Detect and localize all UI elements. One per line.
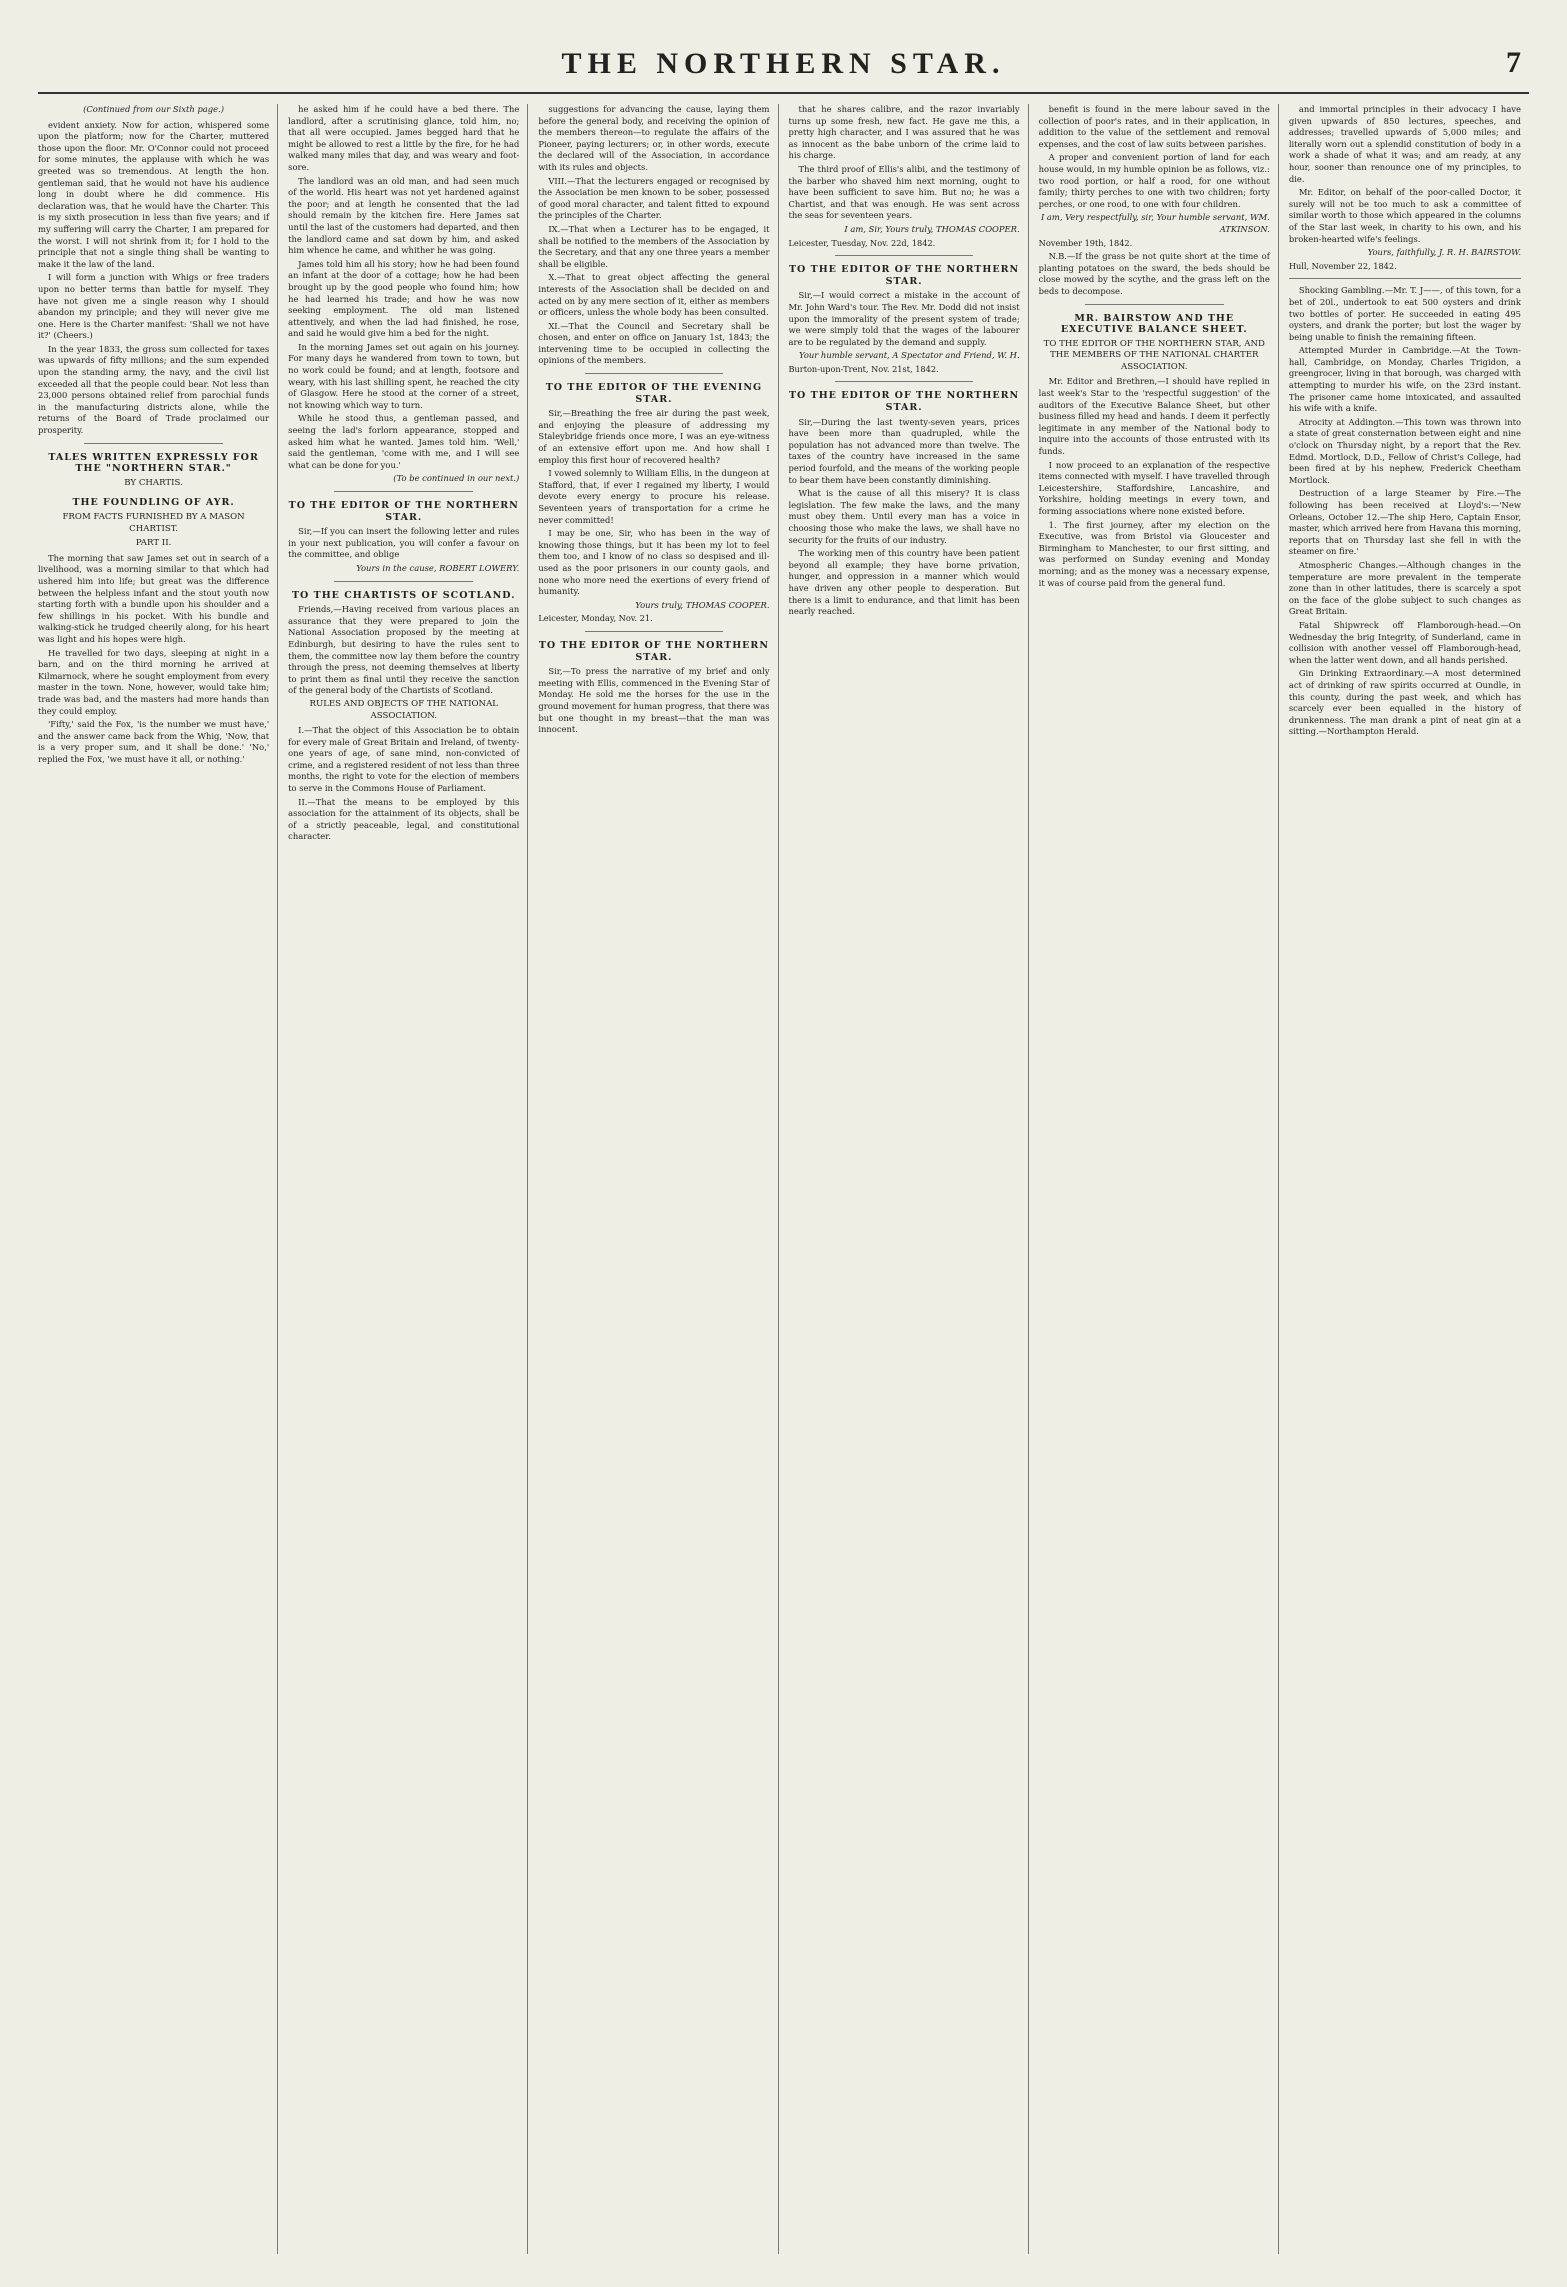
column-5 <box>1039 104 1279 2254</box>
paragraph: A proper and convenient portion of land for each house would, in my humble opinion be as follows, viz.: two rood portion, or half a rood, for one without family; thirty perches to one with two children; forty perches, or one rood, to one with four children. <box>1038 152 1270 209</box>
paragraph: suggestions for advancing the cause, laying them before the general body, and receiving the opinion of the members thereon—to regulate the affairs of the Pioneer, paying lecturers; or, in other words, execute the declared will of the Association, in accordance with its rules and objects. <box>538 104 770 172</box>
paragraph: VIII.—That the lecturers engaged or recognised by the Association be men known to be sober, possessed of good moral character, and talent fitted to expound the principles of the Charter. <box>538 175 770 221</box>
news-item: Fatal Shipwreck off Flamborough-head.—On Wednesday the brig Integrity, of Sunderland, came in collision with another vessel off Flamborough-head, when the latter went down, and all hands perished. <box>1288 619 1521 665</box>
section-heading: TO THE EDITOR OF THE NORTHERN STAR. <box>788 264 1020 287</box>
paragraph: The morning that saw James set out in search of a livelihood, was a morning similar to that which had ushered him into life; but great was the difference between the helpless infant and the stout youth now starting forth with a bundle upon his shoulder and a few shillings in his pocket. With his bundle and walking-stick he trudged cheerily along, for his heart was light and his hopes were high. <box>38 552 270 644</box>
divider <box>1085 304 1224 305</box>
news-item: Attempted Murder in Cambridge.—At the Town-hall, Cambridge, on Monday, Charles Trigidon, a greengrocer, living in that borough, was charged with attempting to murder his wife, on the 23rd instant. The prisoner came home intoxicated, and assaulted his wife with a knife. <box>1288 345 1521 414</box>
paragraph: 1. The first journey, after my election on the Executive, was from Bristol via Gloucester and Birmingham to Manchester, to our first sitting, and was performed on Sunday evening and Monday morning; and as the money was a necessary expense, it was of course paid from the general fund. <box>1038 519 1270 588</box>
paragraph: and immortal principles in their advocacy I have given upwards of 850 lectures, speeches, and addresses; travelled upwards of 5,000 miles; and literally worn out a splendid constitution of body in a work a shade of what it was; and am ready, at any hour, sooner than renounce one of my principles, to die. <box>1288 104 1521 184</box>
signature: Yours, faithfully, J. R. H. BAIRSTOW. <box>1367 247 1521 258</box>
byline: BY CHARTIS. <box>124 477 183 488</box>
paragraph: Sir,—Breathing the free air during the past week, and enjoying the pleasure of addressing my Staleybridge friends once more, I was an eye-witness of an extensive effort upon me. And how shall I employ this first hour of recovered health? <box>538 408 770 465</box>
paragraph: Sir,—I would correct a mistake in the account of Mr. John Ward's tour. The Rev. Mr. Dodd did not insist upon the immorality of the present system of trade; we were simply told that the wages of the labourer are to be regulated by the demand and supply. <box>788 290 1020 347</box>
divider <box>84 443 223 444</box>
paragraph: he asked him if he could have a bed there. The landlord, after a scrutinising glance, told him, no; that all were occupied. James begged hard that he might be allowed to rest a little by the fire, for he had walked many miles that day, and was weary and foot-sore. <box>288 104 520 172</box>
paragraph: evident anxiety. Now for action, whispered some upon the platform; now for the Charter, muttered those upon the floor. Mr. O'Connor could not proceed for some minutes, the applause with which he was greeted was so tremendous. At length the hon. gentleman said, that he would not have his audience long in doubt where he did commence. His declaration was, that he would have the Charter. This is my sixth prosecution in less than five years; and if my suffering will carry the Charter, I am prepared for the worst. I will not shrink from it; for I hold to the principle that not a single thing shall be wanting to make it the law of the land. <box>38 119 270 269</box>
dateline: Leicester, Monday, Nov. 21. <box>538 613 653 624</box>
paragraph: I.—That the object of this Association be to obtain for every male of Great Britain and Ireland, of twenty-one years of age, of sane mind, non-convicted of crime, and a registered resident of not less than three months, the right to vote for the election of members to serve in the Commons House of Parliament. <box>288 725 520 794</box>
dateline: Leicester, Tuesday, Nov. 22d, 1842. <box>788 237 936 248</box>
paragraph: I vowed solemnly to William Ellis, in the dungeon at Stafford, that, if ever I regained my liberty, I would devote every energy to procure his release. Seventeen years of transportation for a crime he never committed! <box>538 468 770 525</box>
dateline: Hull, November 22, 1842. <box>1288 260 1397 271</box>
rules-heading: RULES AND OBJECTS OF THE NATIONAL ASSOCIATION. <box>309 698 498 721</box>
newspaper-title: THE NORTHERN STAR. <box>561 47 1006 80</box>
news-item: Gin Drinking Extraordinary.—A most determined act of drinking of raw spirits occurred at Oundle, in this county, during the past week, and which has scarcely ever been equalled in the history of drunkenness. The man drank a pint of neat gin at a sitting.—Northampton Herald. <box>1288 668 1521 737</box>
section-heading: TALES WRITTEN EXPRESSLY FOR THE "NORTHERN STAR." <box>48 451 259 475</box>
paragraph: I may be one, Sir, who has been in the way of knowing those things, but it has been my lot to feel them too, and I know of no class so despised and ill-used as the poor prisoners in our county gaols, and none who more need the exertions of every friend of humanity. <box>538 528 770 597</box>
signature: I am, Very respectfully, sir, Your humble servant, WM. ATKINSON. <box>1040 212 1270 234</box>
signature: Yours truly, THOMAS COOPER. <box>635 599 770 610</box>
story-part: PART II. <box>135 538 172 549</box>
masthead <box>38 36 1529 94</box>
column-1 <box>38 104 278 2254</box>
paragraph: X.—That to great object affecting the general interests of the Association shall be decided on and acted on by any mere section of it, either as members or officers, unless the whole body has been consulted. <box>538 272 770 318</box>
column-6 <box>1289 104 1529 2254</box>
paragraph: Sir,—During the last twenty-seven years, prices have been more than quadrupled, while the population has not advanced more than twelve. The taxes of the country have increased in the same period fourfold, and the means of the working people to bear them have been constantly diminishing. <box>788 416 1020 485</box>
continued-note: (Continued from our Sixth page.) <box>83 104 225 114</box>
dateline: Burton-upon-Trent, Nov. 21st, 1842. <box>788 363 939 374</box>
section-heading: TO THE EDITOR OF THE NORTHERN STAR. <box>538 639 770 663</box>
paragraph: In the year 1833, the gross sum collected for taxes was upwards of fifty millions; and the sum expended upon the standing army, the navy, and the civil list exceeded all that the people could bear. Not less than 23,000 persons obtained relief from parochial funds in the manufacturing districts alone, while the returns of the Board of Trade proclaimed our prosperity. <box>38 343 270 436</box>
column-2 <box>288 104 528 2254</box>
dateline: November 19th, 1842. <box>1038 237 1133 248</box>
continuation-note: (To be continued in our next.) <box>393 473 520 484</box>
paragraph: He travelled for two days, sleeping at night in a barn, and on the third morning he arrived at Kilmarnock, where he sought employment from every master in the town. None, however, would take him; trade was bad, and the masters had more hands than they could employ. <box>38 647 270 716</box>
paragraph: N.B.—If the grass be not quite short at the time of planting potatoes on the sward, the beds should be close mowed by the scythe, and the grass left on the beds to decompose. <box>1038 251 1270 296</box>
paragraph: II.—That the means to be employed by this association for the attainment of its objects, shall be of a strictly peaceable, legal, and constitutional character. <box>288 796 520 842</box>
divider <box>585 631 724 632</box>
paragraph: The working men of this country have been patient beyond all example; they have borne privation, hunger, and oppression in a manner which would have driven any other people to desperation. But there is a limit to endurance, and that limit has been nearly reached. <box>788 548 1020 617</box>
paragraph: What is the cause of all this misery? It is class legislation. The few make the laws, and the many must obey them. Until every man has a voice in choosing those who make the laws, we shall have no security for the fruits of our industry. <box>788 488 1020 545</box>
divider <box>585 373 724 374</box>
divider <box>1289 278 1521 279</box>
article-columns <box>38 104 1529 2254</box>
paragraph: I now proceed to an explanation of the respective items connected with myself. I have travelled through Leicestershire, Staffordshire, Lancashire, and Yorkshire, holding meetings in every town, and forming associations where none existed before. <box>1038 459 1270 516</box>
divider <box>334 491 473 492</box>
paragraph: I will form a junction with Whigs or free traders upon no better terms than battle for myself. They have not given me a single reason why I should abandon my principle; and they will never give me one. Here is the Charter manifest: 'Shall we not have it?' (Cheers.) <box>38 272 270 341</box>
news-item: Shocking Gambling.—Mr. T. J——, of this town, for a bet of 20l., undertook to eat 500 oysters and drink two bottles of porter. He succeeded in eating 495 oysters, and drank the porter; but lost the wager by being unable to finish the remaining fifteen. <box>1288 285 1521 342</box>
story-title: THE FOUNDLING OF AYR. <box>72 497 235 509</box>
paragraph: XI.—That the Council and Secretary shall be chosen, and enter on office on January 1st, 1843; the intervening time to be occupied in collecting the opinions of the members. <box>538 320 770 366</box>
signature: Yours in the cause, ROBERT LOWERY. <box>356 562 520 573</box>
news-item: Atrocity at Addington.—This town was thrown into a state of great consternation between eight and nine o'clock on Thursday night, by a report that the Rev. Edmd. Mortlock, D.D., Fellow of Christ's College, had been fired at by his nephew, Frederick Cheetham Mortlock. <box>1288 416 1521 485</box>
paragraph: Sir,—If you can insert the following letter and rules in your next publication, you will confer a favour on the committee, and oblige <box>288 526 520 560</box>
section-heading: TO THE CHARTISTS OF SCOTLAND. <box>291 589 516 601</box>
column-3 <box>538 104 778 2254</box>
signature: Your humble servant, A Spectator and Friend, W. H. <box>799 350 1020 361</box>
letter-addressee: TO THE EDITOR OF THE NORTHERN STAR, AND THE MEMBERS OF THE NATIONAL CHARTER ASSOCIATION. <box>1043 338 1265 372</box>
paragraph: 'Fifty,' said the Fox, 'is the number we must have,' and the answer came back from the Whig, 'Now, that is a very proper sum, and it shall be done.' 'No,' replied the Fox, 'we must have it all, or nothing.' <box>38 719 270 764</box>
paragraph: Sir,—To press the narrative of my brief and only meeting with Ellis, commenced in the Evening Star of Monday. He sold me the horses for the use in the ground movement for human progress, that there was but one thought in my breast—that the man was innocent. <box>538 666 770 735</box>
section-heading: TO THE EDITOR OF THE NORTHERN STAR. <box>788 390 1020 414</box>
section-heading: MR. BAIRSTOW AND THE EXECUTIVE BALANCE SHEET. <box>1060 312 1248 336</box>
paragraph: While he stood thus, a gentleman passed, and seeing the lad's forlorn appearance, stopped and asked him what he wanted. James told him. 'Well,' said the gentleman, 'come with me, and I will see what can be done for you.' <box>288 413 520 470</box>
paragraph: benefit is found in the mere labour saved in the collection of poor's rates, and in their application, in addition to the value of the settlement and removal expenses, and the cost of law suits between parishes. <box>1038 104 1270 149</box>
page-number: 7 <box>1506 46 1521 79</box>
divider <box>835 381 974 382</box>
story-source: FROM FACTS FURNISHED BY A MASON CHARTIST. <box>62 512 245 534</box>
news-item: Destruction of a large Steamer by Fire.—The following has been received at Lloyd's:—'New Orleans, October 12.—The ship Hero, Captain Ensor, master, which arrived here from Havana this morning, reports that on Thursday last she fell in with the steamer on fire.' <box>1288 488 1521 557</box>
paragraph: Friends,—Having received from various places an assurance that they were prepared to join the National Association proposed by the meeting at Edinburgh, but desiring to have the rules sent to them, the committee now lay them before the country through the press, not deeming themselves at liberty to print them as final until they receive the sanction of the general body of the Chartists of Scotland. <box>288 604 520 696</box>
section-heading: TO THE EDITOR OF THE NORTHERN STAR. <box>288 500 519 523</box>
paragraph: Mr. Editor, on behalf of the poor-called Doctor, it surely will not be too much to ask a committee of similar worth to those which appeared in the columns of the Star last week, in charity to his own, and his broken-hearted wife's feelings. <box>1288 187 1521 244</box>
column-4 <box>789 104 1029 2254</box>
news-item: Atmospheric Changes.—Although changes in the temperature are more prevalent in the temperate zone than in other latitudes, there is scarcely a spot on the face of the globe subject to such changes as Great Britain. <box>1288 559 1521 617</box>
paragraph: The third proof of Ellis's alibi, and the testimony of the barber who shaved him next morning, ought to have been sufficient to save him. But no; he was a Chartist, and that was enough. He was sent across the seas for seventeen years. <box>788 163 1020 221</box>
paragraph: IX.—That when a Lecturer has to be engaged, it shall be notified to the members of the Association by the Secretary, and that any one three years a member shall be eligible. <box>538 223 770 269</box>
paragraph: In the morning James set out again on his journey. For many days he wandered from town to town, but no work could be found; and at length, footsore and weary, with his last shilling spent, he reached the city of Glasgow. Here he stood at the corner of a street, not knowing which way to turn. <box>288 341 520 410</box>
paragraph: Mr. Editor and Brethren,—I should have replied in last week's Star to the 'respectful suggestion' of the auditors of the Executive Balance Sheet, but other business filled my head and hands. I deem it perfectly legitimate in any member of the National body to inquire into the accounts of those entrusted with its funds. <box>1038 376 1270 457</box>
signature: I am, Sir, Yours truly, THOMAS COOPER. <box>844 223 1020 234</box>
divider <box>835 255 974 256</box>
section-heading: TO THE EDITOR OF THE EVENING STAR. <box>545 382 763 405</box>
paragraph: James told him all his story; how he had been found an infant at the door of a cottage; how he had been brought up by the good people who found him; how he had learned his trade; and how he was now seeking employment. The old man listened attentively, and when the lad had finished, he rose, and said he would give him a bed for the night. <box>288 258 520 339</box>
paragraph: that he shares calibre, and the razor invariably turns up some fresh, new fact. He gave me this, a pretty high character, and I was assured that he was as innocent as the babe unborn of the crime laid to his charge. <box>788 104 1020 161</box>
paragraph: The landlord was an old man, and had seen much of the world. His heart was not yet hardened against the poor; and at length he consented that the lad should remain by the kitchen fire. Here James sat until the last of the customers had departed, and then the landlord came and sat down by him, and asked him whence he came, and whither he was going. <box>288 175 520 256</box>
divider <box>334 581 473 582</box>
